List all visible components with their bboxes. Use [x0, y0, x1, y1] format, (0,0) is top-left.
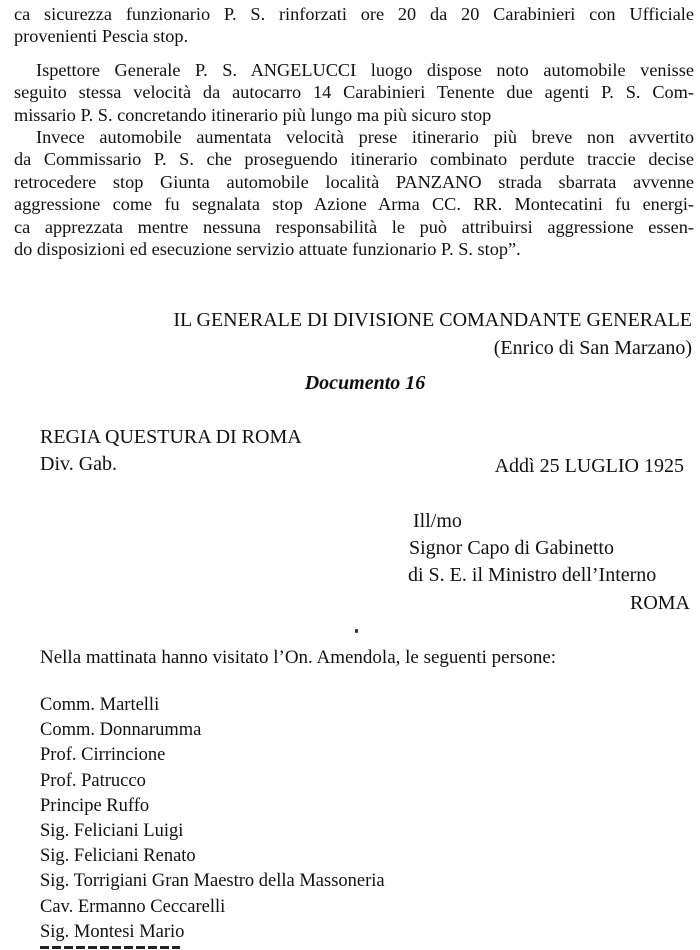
text-line: ca sicurezza funzionario P. S. rinforzati ore 20 da 20 Carabinieri con Ufficiale [14, 4, 694, 24]
text-line: retrocedere stop Giunta automobile località PANZANO strada sbarrata avvenne [14, 171, 694, 192]
addressee-line: Signor Capo di Gabinetto [409, 537, 614, 559]
text-line: Invece automobile aumentata velocità prese itinerario più breve non avvertito [36, 127, 694, 147]
list-item: Sig. Feliciani Luigi [40, 821, 184, 842]
scan-speck [355, 629, 358, 633]
text-line: provenienti Pescia stop. [14, 26, 189, 47]
list-item: Principe Ruffo [40, 795, 150, 816]
text-line: do disposizioni ed esecuzione servizio attuate funzionario P. S. stop”. [14, 239, 521, 260]
document-title: Documento 16 [304, 372, 426, 394]
paragraph-continuation [14, 3, 694, 48]
list-item: Sig. Torrigiani Gran Maestro della Massoneria [40, 871, 385, 892]
signature-name: (Enrico di San Marzano) [493, 337, 692, 359]
letter-intro: Nella mattinata hanno visitato l’On. Amendola, le seguenti persone: [40, 647, 557, 668]
list-item: Comm. Martelli [40, 695, 160, 715]
signature-title: IL GENERALE DI DIVISIONE COMANDANTE GENERALE [173, 309, 692, 331]
list-item: Comm. Donnarumma [40, 720, 202, 741]
addressee-city: ROMA [629, 592, 690, 614]
office-name: REGIA QUESTURA DI ROMA [40, 426, 302, 448]
paragraph-panzano [14, 126, 694, 260]
office-division: Div. Gab. [40, 453, 118, 475]
list-item: Sig. Montesi Mario [40, 921, 185, 942]
text-line: seguito stessa velocità da autocarro 14 Carabinieri Tenente due agenti P. S. Com- [14, 82, 694, 103]
text-line: da Commissario P. S. che proseguendo itinerario combinato perdute traccie decise [14, 149, 694, 170]
letter-date: Addì 25 LUGLIO 1925 [494, 455, 684, 477]
addressee-salutation: Ill/mo [413, 510, 462, 532]
text-line: aggressione come fu segnalata stop Azione Arma CC. RR. Montecatini fu energi- [14, 194, 694, 215]
text-line: missario P. S. concretando itinerario più lungo ma più sicuro stop [14, 104, 492, 125]
paragraph-angelucci [14, 59, 694, 126]
text-line: ca apprezzata mentre nessuna responsabilità le può attribuirsi aggressione essen- [14, 216, 694, 237]
list-item: Cav. Ermanno Ceccarelli [40, 896, 226, 917]
text-line: Ispettore Generale P. S. ANGELUCCI luogo dispose noto automobile venisse [36, 60, 694, 80]
cut-off-line [40, 941, 180, 950]
addressee-line: di S. E. il Ministro dell’Interno [408, 564, 657, 586]
list-item: Prof. Cirrincione [40, 745, 166, 766]
list-item: Sig. Feliciani Renato [40, 846, 196, 867]
list-item: Prof. Patrucco [40, 770, 146, 791]
visitor-list [40, 693, 385, 945]
